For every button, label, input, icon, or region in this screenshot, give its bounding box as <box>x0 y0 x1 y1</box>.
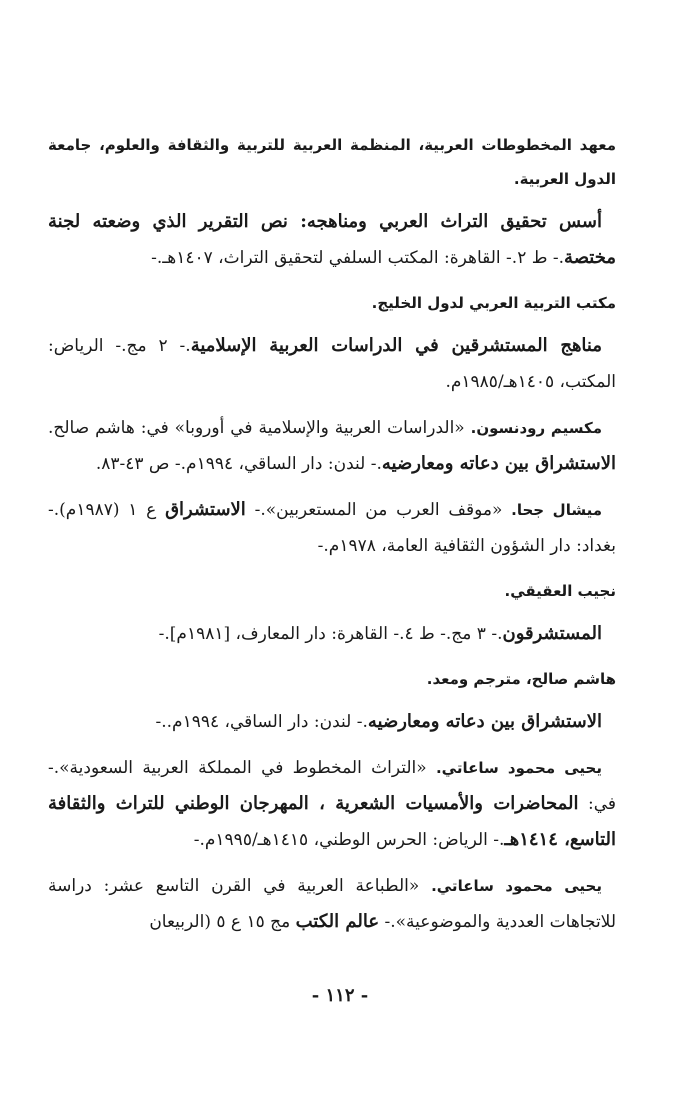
author-heading: نجيب العقيقي. <box>504 582 616 600</box>
entry-details: «التراث المخطوط في المملكة العربية السعودية».- في: <box>48 758 616 814</box>
entry-details: .- لندن: دار الساقي، ١٩٩٤م.- ص ٤٣-٨٣. <box>95 454 382 474</box>
entry-author: يحيى محمود ساعاتي. <box>431 877 602 895</box>
institution-heading: معهد المخطوطات العربية، المنظمة العربية للتربية والثقافة والعلوم، جامعة الدول العربية. <box>48 136 616 188</box>
bibliography-entry <box>48 492 616 564</box>
page-number: - ١١٢ - <box>311 985 369 1006</box>
entry-author: ميشال جحا. <box>511 501 602 519</box>
entry-title: المستشرقون <box>502 623 602 644</box>
entry-title: الاستشراق <box>165 499 246 520</box>
entry-title: المحاضرات والأمسيات الشعرية ، المهرجان الوطني للتراث والثقافة التاسع، ١٤١٤هـ <box>48 793 616 850</box>
entry-details: «الطباعة العربية في القرن التاسع عشر: دراسة للاتجاهات العددية والموضوعية».- <box>48 876 616 932</box>
bibliography-page <box>48 128 616 950</box>
entry-details: «الدراسات العربية والإسلامية في أوروبا» في: هاشم صالح. <box>48 418 471 438</box>
bibliography-entry <box>48 750 616 858</box>
entry-title: الاستشراق بين دعاته ومعارضيه <box>381 453 616 474</box>
entry-author: مكسيم رودنسون. <box>470 419 602 437</box>
entry-details: .- الرياض: الحرس الوطني، ١٤١٥هـ/١٩٩٥م.- <box>193 830 505 850</box>
bibliography-entry <box>48 410 616 482</box>
entry-title: مناهج المستشرقين في الدراسات العربية الإسلامية <box>190 335 602 356</box>
bibliography-entry <box>48 204 616 276</box>
bibliography-entry <box>48 616 616 652</box>
institution-heading: مكتب التربية العربي لدول الخليج. <box>371 294 616 312</box>
author-heading: هاشم صالح، مترجم ومعد. <box>426 670 616 688</box>
entry-details: .- ٢ مج.- الرياض: المكتب، ١٤٠٥هـ/١٩٨٥م. <box>48 336 616 392</box>
entry-author: يحيى محمود ساعاتي. <box>435 759 602 777</box>
bibliography-entry <box>48 328 616 400</box>
entry-details: مج ١٥ ع ٥ (الربيعان <box>149 912 296 932</box>
entry-title: الاستشراق بين دعاته ومعارضيه <box>367 711 602 732</box>
bibliography-entry <box>48 868 616 940</box>
entry-details: .- ٣ مج.- ط ٤.- القاهرة: دار المعارف، [١٩٨١م].- <box>158 624 503 644</box>
entry-details: ع ١ (١٩٨٧م).- بغداد: دار الشؤون الثقافية العامة، ١٩٧٨م.- <box>48 500 616 556</box>
entry-details: .- ط ٢.- القاهرة: المكتب السلفي لتحقيق التراث، ١٤٠٧هـ.- <box>151 248 565 268</box>
entry-title: أسس تحقيق التراث العربي ومناهجه: نص التقرير الذي وضعته لجنة مختصة <box>48 211 616 268</box>
entry-details: .- لندن: دار الساقي، ١٩٩٤م..- <box>155 712 368 732</box>
entry-title: عالم الكتب <box>295 911 380 932</box>
entry-details: «موقف العرب من المستعربين».- <box>245 500 512 520</box>
bibliography-entry <box>48 704 616 740</box>
